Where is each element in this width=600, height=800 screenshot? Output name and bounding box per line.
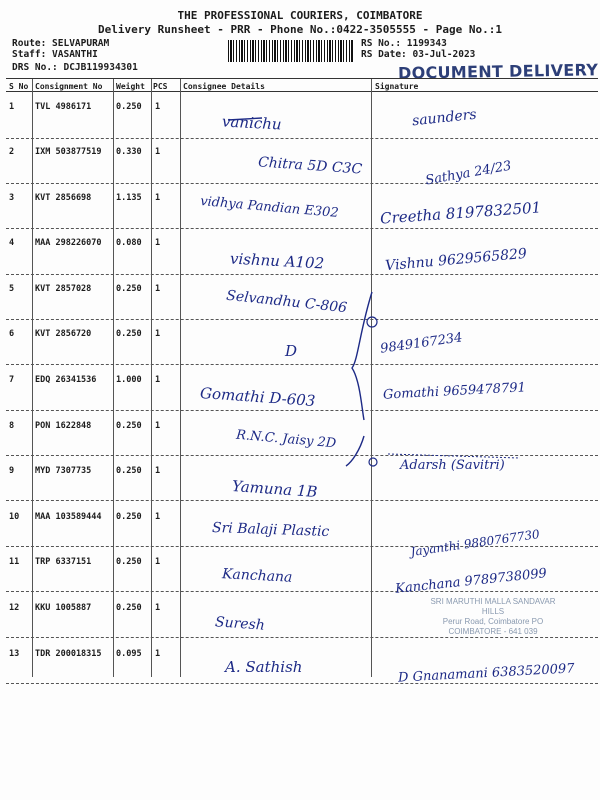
row-weight: 1.135 [116,193,142,203]
col-header-consignee: Consignee Details [183,82,265,91]
row-weight: 1.000 [116,375,142,385]
row-consignment-no: PON 1622848 [35,421,92,431]
row-signature: Kanchana 9789738099 [394,566,548,597]
row-signature: 9849167234 [379,330,464,357]
pen-circle-mark [369,458,377,466]
row-consignee: vidhya Pandian E302 [199,193,340,222]
row-pcs: 1 [155,512,161,522]
row-pcs: 1 [155,557,161,567]
row-pcs: 1 [155,329,161,339]
route-label: Route: SELVAPURAM [12,38,110,49]
row-consignment-no: TRP 6337151 [35,557,92,567]
rs-number: RS No.: 1199343 [361,38,447,49]
row-pcs: 1 [155,466,161,476]
col-header-signature: Signature [375,82,419,91]
seal-line: Perur Road, Coimbatore PO [442,617,544,626]
row-weight: 0.250 [116,512,142,522]
row-weight: 0.250 [116,329,142,339]
row-consignee: Kanchana [221,566,293,586]
row-signature: Adarsh (Savitri) [400,458,505,473]
row-weight: 0.250 [116,603,142,613]
seal-line: SRI MARUTHI MALLA SANDAVAR [430,597,556,606]
row-sno: 6 [9,329,15,339]
row-pcs: 1 [155,147,161,157]
pen-bracket-stroke [352,292,372,420]
row-pcs: 1 [155,284,161,294]
row-consignment-no: KVT 2857028 [35,284,92,294]
row-consignee: vishnu A102 [229,249,325,273]
row-consignment-no: KVT 2856720 [35,329,92,339]
row-pcs: 1 [155,375,161,385]
row-consignee: vanichu [221,112,283,134]
row-consignee: R.N.C. Jaisy 2D [235,427,337,452]
row-weight: 0.250 [116,466,142,476]
runsheet-subtitle: Delivery Runsheet - PRR - Phone No.:0422-3505555 - Page No.:1 [98,23,502,36]
seal-line: HILLS [481,607,505,616]
row-weight: 0.250 [116,557,142,567]
row-consignment-no: KKU 1005887 [35,603,92,613]
row-signature: Sathya 24/23 [424,158,513,189]
row-weight: 0.250 [116,421,142,431]
row-sno: 4 [9,238,15,248]
row-consignee: Gomathi D-603 [199,383,316,411]
row-consignment-no: TVL 4986171 [35,102,92,112]
row-weight: 0.080 [116,238,142,248]
row-signature: Jayanthi 9880767730 [409,527,541,559]
document-delivery-stamp: DOCUMENT DELIVERY [397,60,599,83]
row-pcs: 1 [155,649,161,659]
row-consignment-no: KVT 2856698 [35,193,92,203]
row-consignee: Suresh [214,614,266,634]
row-sno: 5 [9,284,15,294]
pen-underline [388,454,520,458]
row-sno: 11 [9,557,20,567]
row-sno: 8 [9,421,15,431]
row-pcs: 1 [155,238,161,248]
pen-circle-mark [367,317,377,327]
row-weight: 0.250 [116,284,142,294]
row-signature: saunders [411,106,478,130]
row-consignee: D [285,342,298,360]
row-consignment-no: IXM 503877519 [35,147,102,157]
row-sno: 3 [9,193,15,203]
row-weight: 0.250 [116,102,142,112]
col-header-weight: Weight [116,82,145,91]
row-consignment-no: MAA 298226070 [35,238,102,248]
row-pcs: 1 [155,193,161,203]
row-signature: Gomathi 9659478791 [382,380,527,403]
col-header-sno: S No [9,82,29,91]
row-sno: 13 [9,649,20,659]
row-sno: 1 [9,102,15,112]
row-sno: 7 [9,375,15,385]
row-consignee: A. Sathish [225,658,303,676]
row-consignee: Chitra 5D C3C [257,154,363,178]
row-weight: 0.095 [116,649,142,659]
row-consignment-no: EDQ 26341536 [35,375,97,385]
row-sno: 10 [9,512,20,522]
row-consignment-no: TDR 200018315 [35,649,102,659]
drs-number: DRS No.: DCJB119934301 [12,62,138,73]
pen-bracket-stroke [346,436,364,466]
col-header-pcs: PCS [153,82,168,91]
pen-strike [228,118,262,120]
seal-line: COIMBATORE - 641 039 [448,627,538,636]
row-consignment-no: MAA 103589444 [35,512,102,522]
row-consignee: Selvandhu C-806 [225,287,348,317]
row-sno: 9 [9,466,15,476]
row-consignment-no: MYD 7307735 [35,466,92,476]
row-signature: Creetha 8197832501 [379,198,542,228]
row-sno: 2 [9,147,15,157]
row-consignee: Yamuna 1B [231,477,319,501]
row-signature: Vishnu 9629565829 [384,245,528,275]
row-weight: 0.330 [116,147,142,157]
staff-label: Staff: VASANTHI [12,49,98,60]
company-title: THE PROFESSIONAL COURIERS, COIMBATORE [177,9,423,22]
row-signature: D Gnanamani 6383520097 [397,661,575,686]
col-header-consignment: Consignment No [35,82,103,91]
row-pcs: 1 [155,102,161,112]
row-pcs: 1 [155,421,161,431]
rs-date: RS Date: 03-Jul-2023 [361,49,476,60]
row-pcs: 1 [155,603,161,613]
row-sno: 12 [9,603,20,613]
row-consignee: Sri Balaji Plastic [211,519,330,541]
